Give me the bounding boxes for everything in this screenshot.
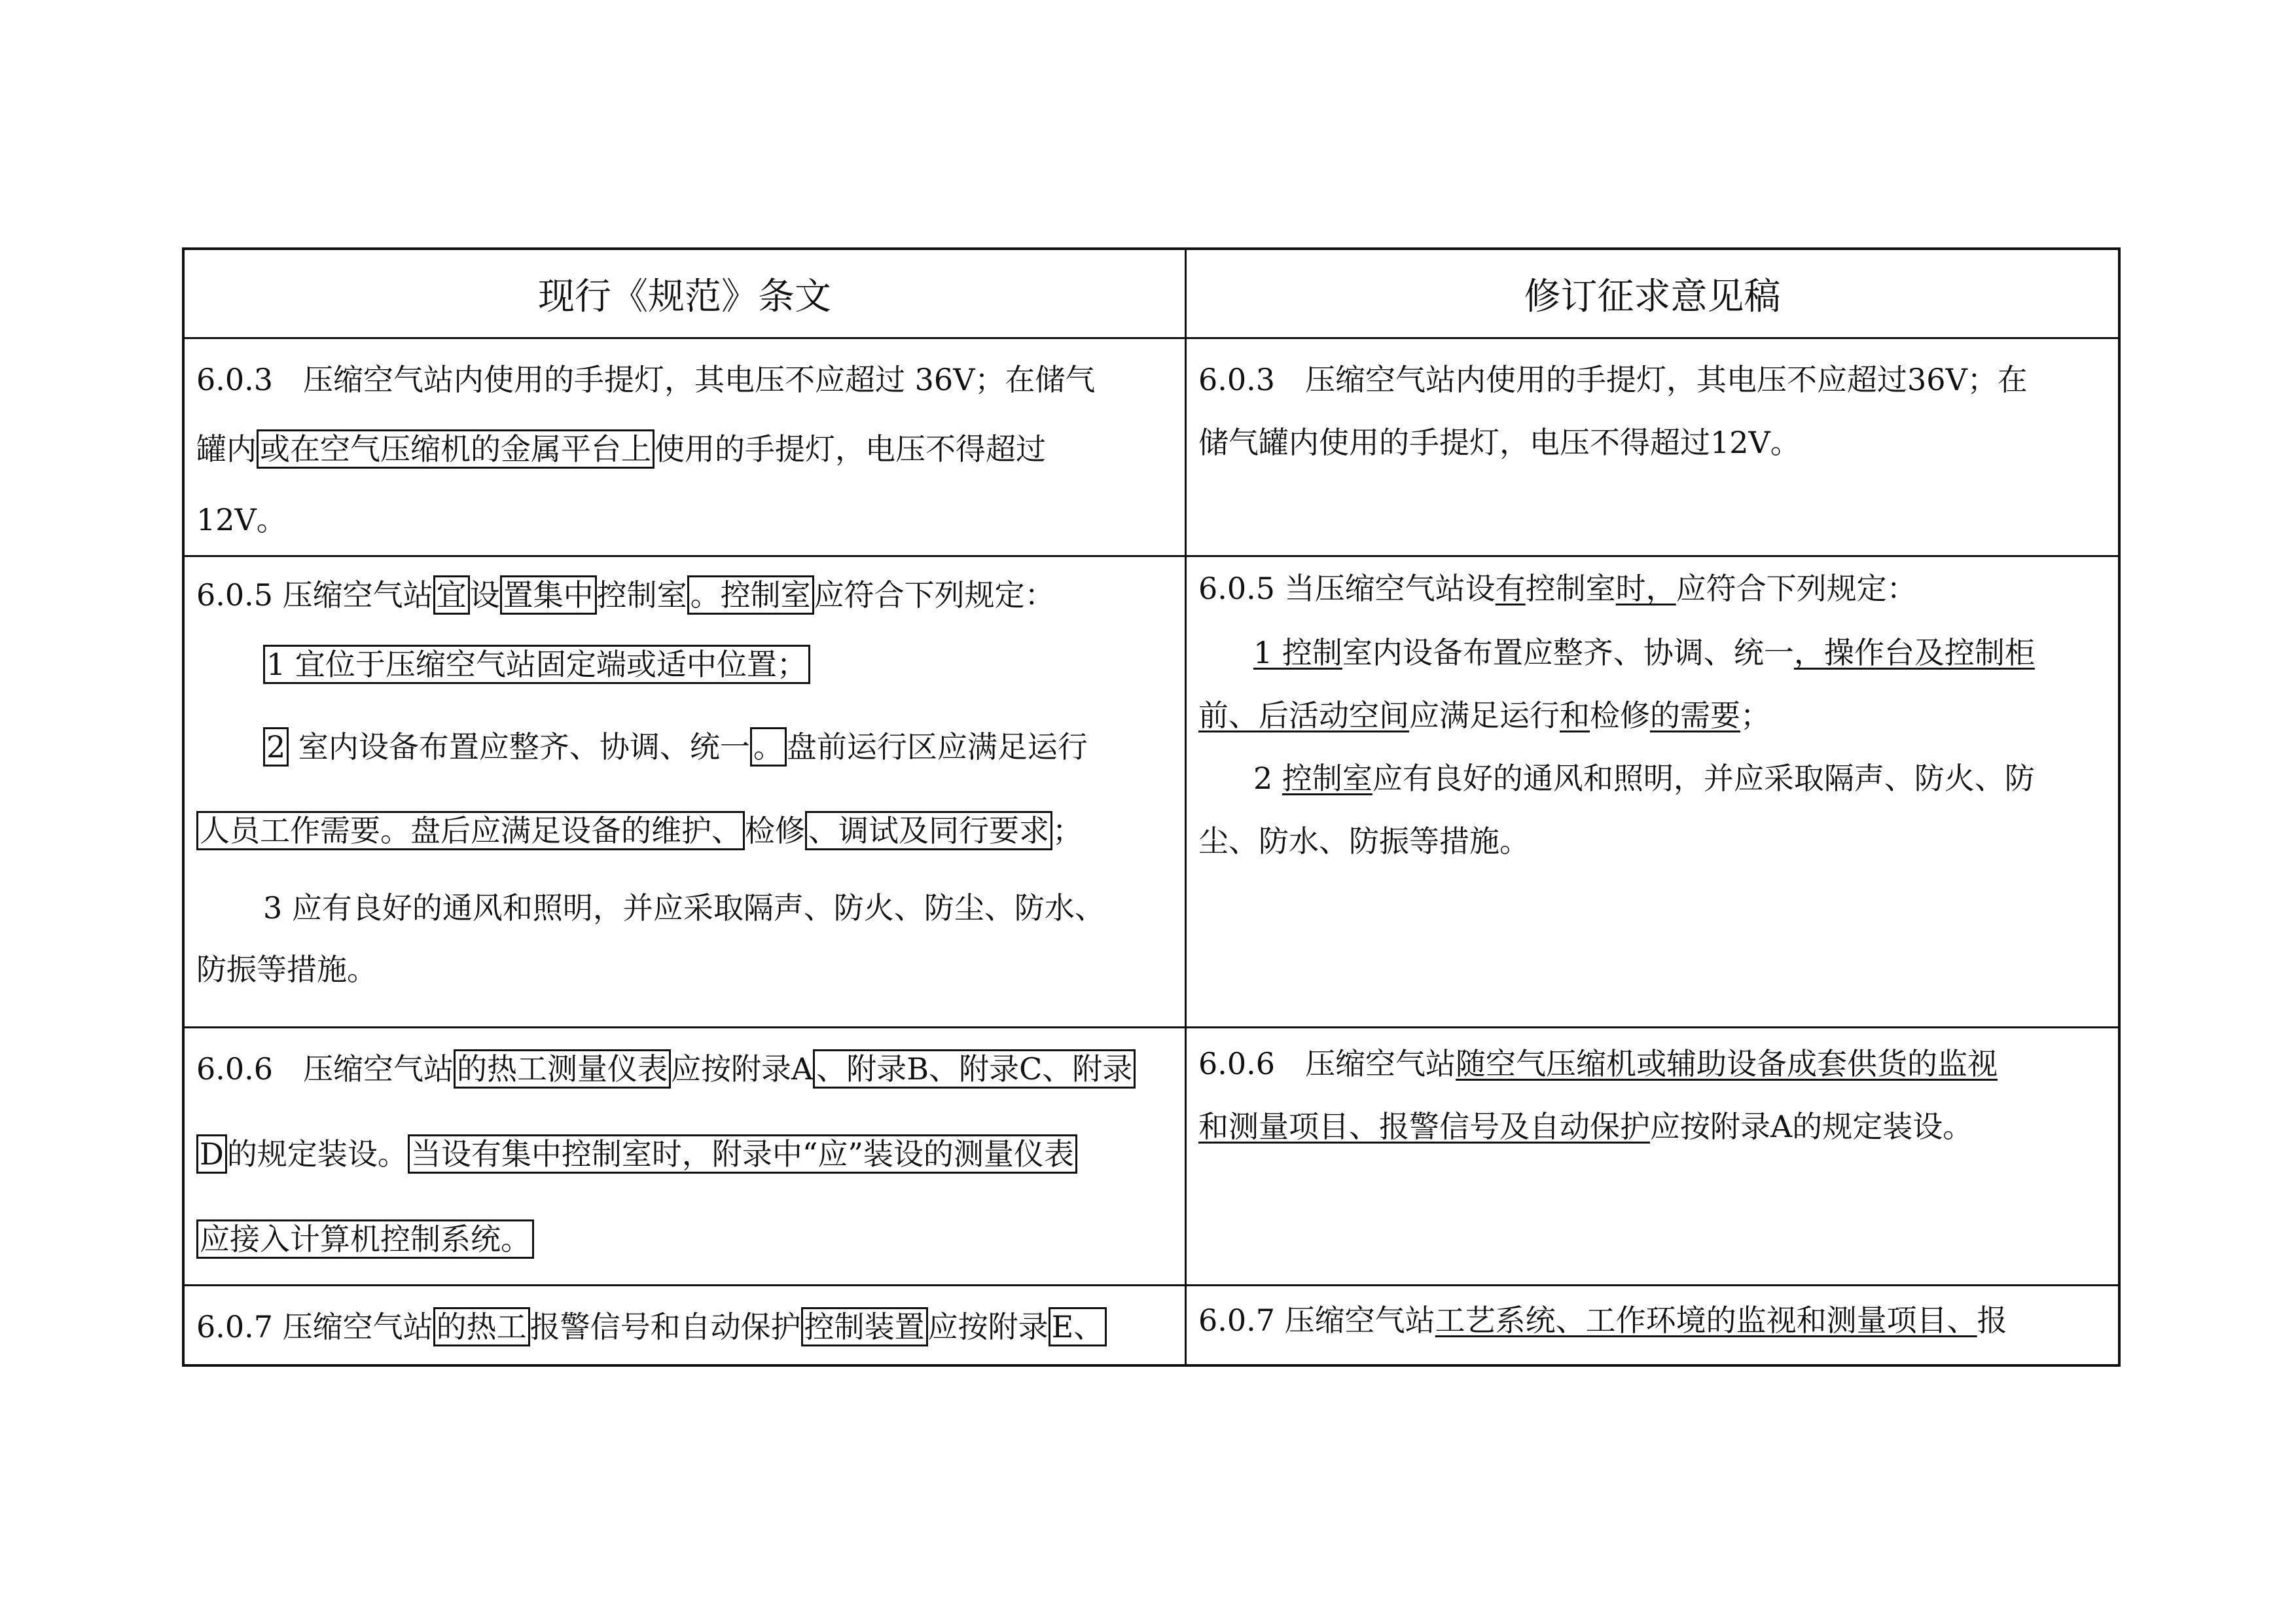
row-603-current: 6.0.3 压缩空气站内使用的手提灯，其电压不应超过 36V；在储气 罐内 或在空气压缩机的金属平台上 使用的手提灯，电压不得超过 12V。 — [196, 362, 1096, 537]
header-revision-draft: 修订征求意见稿 — [1524, 275, 1781, 318]
row-605-current: 6.0.5 压缩空气站 宜 设 置集中 控制室 。控制室 应符合下列规定： 1 宜位于压缩空气站固定端或适中位置； 2 室内设备布置应整齐、协调、统一 。 盘前运行区应满足运行 人员工作需要。盘后应满足设备的维护、 检修 、调试及同行要求 ； 3 应有良好的通风和照明，并应采取隔声、防火、防尘、防水、 防振等措施。 — [185, 557, 1185, 1026]
row-607-current: 6.0.7 压缩空气站 的热工 报警信号和自动保护 控制装置 应按附录 E、 — [185, 1286, 1185, 1367]
row-603-revised: 6.0.3 压缩空气站内使用的手提灯，其电压不应超过36V；在 储气罐内使用的手提灯，电压不得超过12V。 — [1198, 362, 2028, 460]
row-607-revised: 6.0.7 压缩空气站工艺系统、工作环境的监视和测量项目、报 — [1198, 1303, 2007, 1338]
row-605-revised: 6.0.5 当压缩空气站设有控制室时，应符合下列规定： 1 控制室内设备布置应整齐、协调、统一，操作台及控制柜 前、后活动空间应满足运行和检修的需要； 2 控制室应有良好的通风和照明，并应采取隔声、防火、防 尘、防水、防振等措施。 — [1198, 571, 2035, 859]
header-current-code: 现行《规范》条文 — [538, 275, 831, 318]
comparison-table — [182, 247, 2121, 1367]
row-606-revised: 6.0.6 压缩空气站随空气压缩机或辅助设备成套供货的监视 和测量项目、报警信号及自动保护应按附录A的规定装设。 — [1198, 1046, 1998, 1144]
row-606-current: 6.0.6 压缩空气站 的热工测量仪表 应按附录A 、附录B、附录C、附录 D 的规定装设。 当设有集中控制室时，附录中“应”装设的测量仪表 应接入计算机控制系统。 — [185, 1028, 1185, 1284]
